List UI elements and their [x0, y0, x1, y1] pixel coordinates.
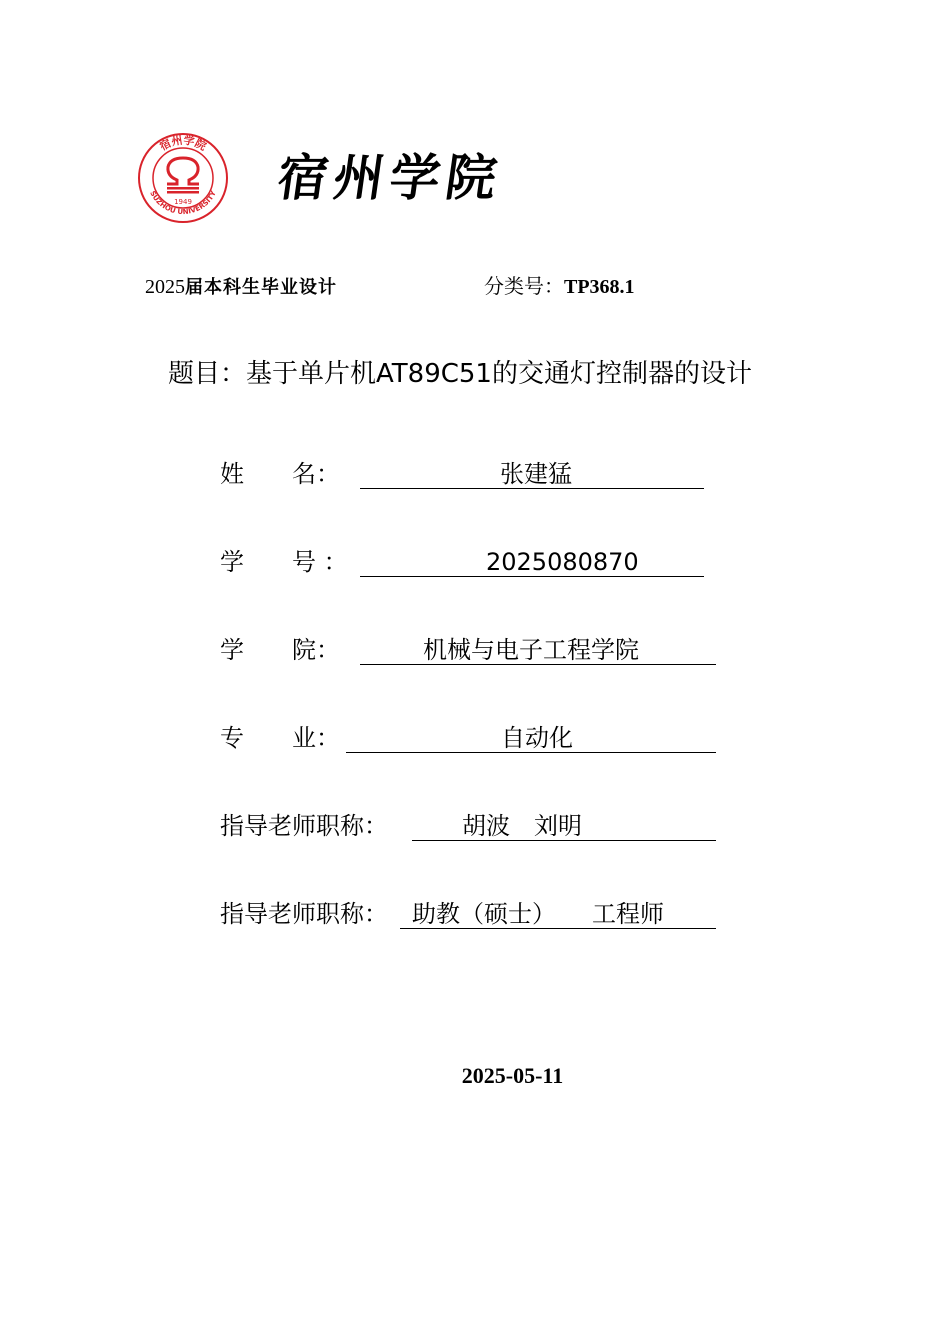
university-name-logo: 宿州学院	[273, 149, 507, 207]
major-row	[220, 720, 740, 756]
college-value: 机械与电子工程学院	[423, 636, 639, 664]
advisor-row	[220, 808, 740, 844]
student-id-value: 2025080870	[486, 548, 639, 576]
graduation-label: 届本科生毕业设计	[185, 277, 337, 298]
seal-top-text: 宿州学院	[157, 133, 209, 154]
thesis-title: 题目：基于单片机AT89C51的交通灯控制器的设计	[168, 359, 752, 389]
name-label: 姓 名：	[220, 460, 340, 488]
classification-line	[484, 272, 635, 301]
university-seal-logo	[137, 132, 229, 224]
name-value: 张建猛	[500, 460, 572, 488]
student-id-row	[220, 544, 740, 580]
classification-code: TP368.1	[564, 276, 635, 298]
classification-label: 分类号：	[484, 274, 564, 298]
student-id-label: 学 号 ：	[220, 548, 348, 576]
advisor-title-value: 助教（硕士） 工程师	[412, 900, 664, 928]
college-label: 学 院：	[220, 636, 340, 664]
submission-date: 2025-05-11	[461, 1063, 564, 1088]
major-value: 自动化	[501, 724, 573, 752]
name-row	[220, 456, 740, 492]
advisor-title-row	[220, 896, 740, 932]
graduation-year-line	[145, 272, 337, 302]
advisor-value: 胡波 刘明	[462, 812, 582, 840]
graduation-year: 2025	[145, 276, 185, 298]
seal-bottom-text: SUZHOU UNIVERSITY	[148, 189, 218, 217]
college-row	[220, 632, 740, 668]
advisor-label: 指导老师职称：	[220, 812, 388, 840]
major-label: 专 业：	[220, 724, 340, 752]
seal-year: 1949	[174, 198, 192, 206]
advisor-title-label: 指导老师职称：	[220, 900, 388, 928]
